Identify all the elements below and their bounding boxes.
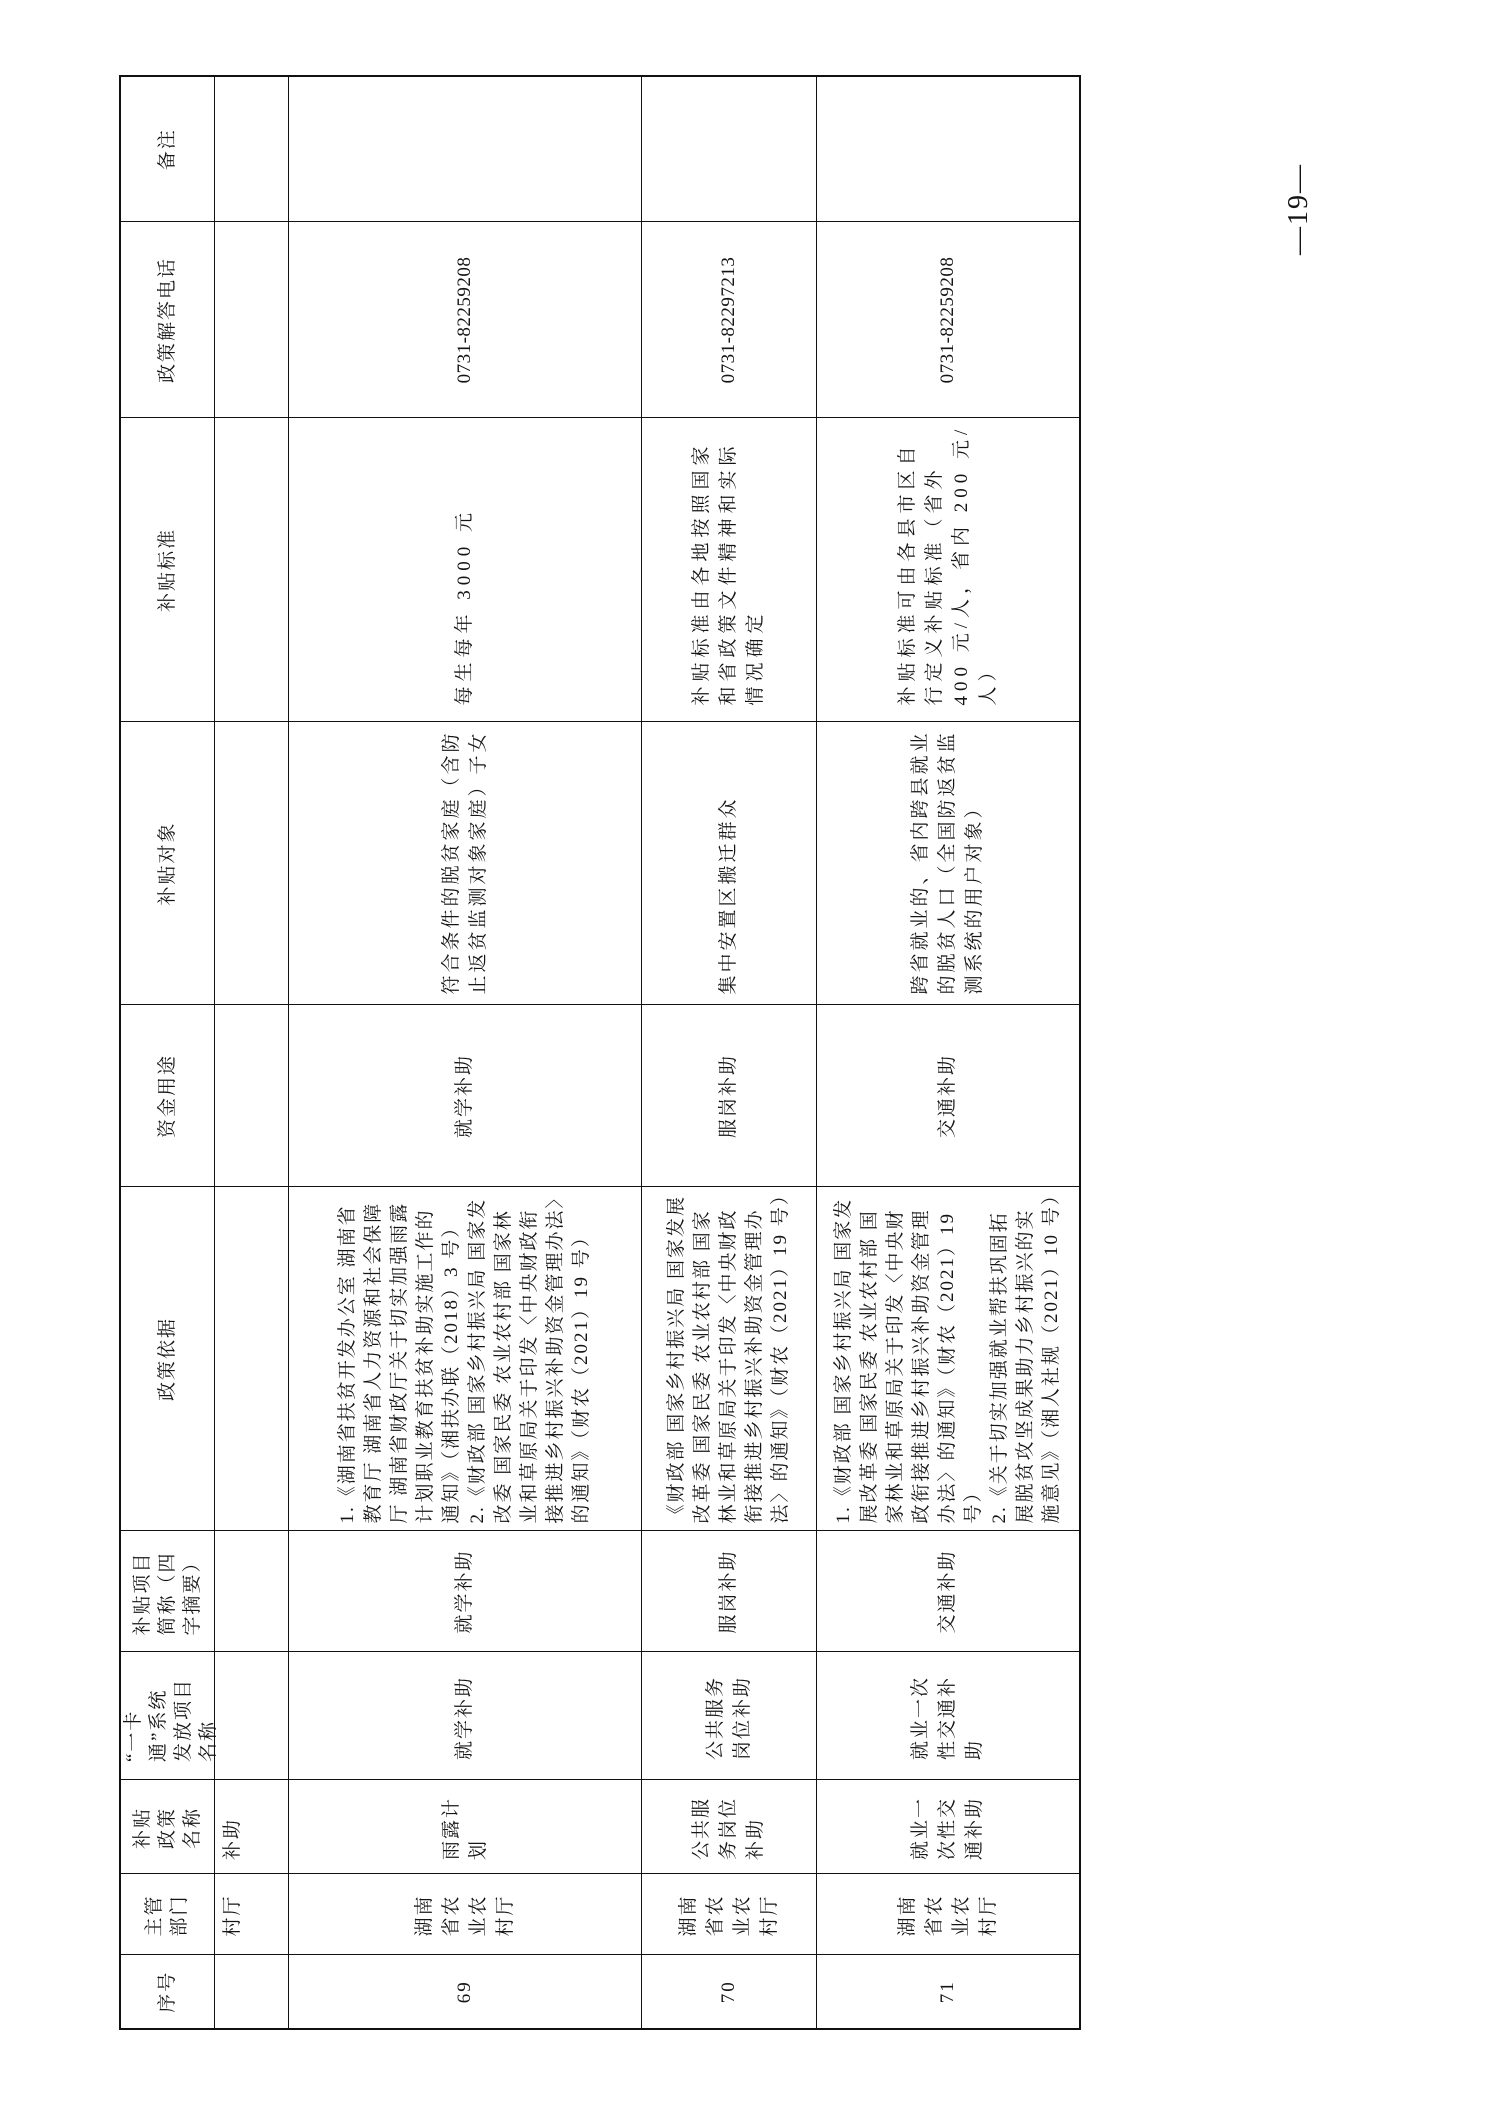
cell-department <box>214 1874 288 1955</box>
cell-empty <box>214 1005 288 1187</box>
policy-basis-item: 《财政部 国家乡村振兴局 国家发展改革委 国家民委 农业农村部 国家林业和草原局关于印发〈中央财政衔接推进乡村振兴补助资金管理办法〉的通知》（财农（2021）19 号） <box>665 1184 791 1524</box>
card-item-name-text: 就业一次性交通补助 <box>910 1675 986 1760</box>
cell-empty <box>214 1955 288 2029</box>
page-number: —19— <box>1283 163 1314 255</box>
cell-target <box>288 722 641 1005</box>
header-text: “一卡通”系统发放项目名称 <box>123 1677 220 1762</box>
header-policy-name <box>120 1780 214 1874</box>
subsidy-policy-table <box>119 75 1081 2030</box>
cell-content <box>894 1875 1002 1955</box>
header-text: 补贴政策名称 <box>131 1806 203 1849</box>
cell-department <box>641 1874 816 1955</box>
cell-empty <box>214 1531 288 1652</box>
cell-index <box>641 1955 816 2029</box>
cell-fund-use <box>641 1005 816 1187</box>
header-text: 补贴对象 <box>156 821 178 906</box>
cell-short-name <box>641 1531 816 1652</box>
cell-department <box>816 1874 1080 1955</box>
header-wrap <box>121 1653 220 1780</box>
row-index: 71 <box>937 1980 959 2004</box>
cell-content <box>702 1653 756 1780</box>
rotated-table-wrapper <box>119 77 1079 2030</box>
cell-policy-basis <box>288 1187 641 1531</box>
header-text: 资金用途 <box>156 1054 178 1139</box>
cell-content <box>675 1875 783 1955</box>
row-index: 70 <box>718 1980 739 2004</box>
header-text: 备注 <box>156 128 178 171</box>
card-item-name-text: 就学补助 <box>454 1675 475 1760</box>
header-department <box>120 1874 214 1955</box>
policy-name-text: 就业一次性交通补助 <box>910 1796 986 1860</box>
cell-target <box>816 722 1080 1005</box>
header-target <box>120 722 214 1005</box>
cell-phone <box>288 222 641 418</box>
fund-use-text: 服岗补助 <box>718 1054 739 1139</box>
policy-basis-item: 2.《关于切实加强就业帮扶巩固拓展脱贫攻坚成果助力乡村振兴的实施意见》（湘人社规（2021）10 号） <box>988 1184 1062 1524</box>
cell-content <box>411 1875 519 1955</box>
cell-content <box>219 1875 246 1955</box>
cell-empty <box>214 222 288 418</box>
header-remark <box>120 76 214 222</box>
target-text: 符合条件的脱贫家庭（含防止返贫监测对象家庭）子女 <box>440 730 489 995</box>
header-standard <box>120 418 214 722</box>
standard-text: 每生每年 3000 元 <box>454 507 475 706</box>
header-short-name <box>120 1531 214 1652</box>
table-row <box>816 76 1080 2029</box>
header-wrap <box>130 1532 205 1652</box>
department-text: 湖南省农业农村厅 <box>896 1894 999 1937</box>
header-text: 补贴项目简称（四字摘要） <box>131 1551 203 1636</box>
cell-department <box>288 1874 641 1955</box>
cell-policy-basis <box>816 1184 1080 1531</box>
cell-card-item-name <box>288 1652 641 1780</box>
table-row <box>641 76 816 2029</box>
cell-empty <box>214 76 288 222</box>
cell-phone <box>641 222 816 418</box>
header-policy-basis <box>120 1187 214 1531</box>
cell-content <box>907 1781 988 1874</box>
cell-fund-use <box>816 1005 1080 1187</box>
cell-remark <box>288 76 641 222</box>
policy-basis-item: 1.《湖南省扶贫开发办公室 湖南省教育厅 湖南省人力资源和社会保障厅 湖南省财政厅关于切实加强雨露计划职业教育扶贫补助实施工作的通知》（湘扶办联（2018）3 号） <box>336 1201 462 1524</box>
cell-standard <box>641 418 816 722</box>
cell-index <box>288 1955 641 2029</box>
cell-policy-name <box>641 1780 816 1874</box>
cell-policy-name <box>214 1780 288 1874</box>
cell-empty <box>214 1652 288 1780</box>
header-text: 政策依据 <box>156 1317 178 1402</box>
cell-remark <box>816 76 1080 222</box>
cell-standard <box>816 418 1080 722</box>
cell-fund-use <box>288 1005 641 1187</box>
cell-content <box>451 1653 478 1780</box>
cell-card-item-name <box>641 1652 816 1780</box>
phone-text: 0731-82259208 <box>937 256 959 384</box>
header-text: 主管部门 <box>144 1894 191 1937</box>
department-text: 湖南省农业农村厅 <box>413 1894 516 1937</box>
cell-content <box>219 1781 246 1874</box>
cell-policy-name <box>816 1780 1080 1874</box>
header-fund-use <box>120 1005 214 1187</box>
target-text: 跨省就业的、省内跨县就业的脱贫人口（全国防返贫监测系统的用户对象） <box>910 730 986 995</box>
continued-row <box>214 76 288 2029</box>
table-header-row <box>120 76 214 2029</box>
header-phone <box>120 222 214 418</box>
policy-basis-item: 2.《财政部 国家乡村振兴局 国家发改委 国家民委 农业农村部 国家林业和草原局关于印发〈中央财政衔接推进乡村振兴补助资金管理办法〉的通知》（财农（2021）19 号） <box>466 1196 592 1524</box>
header-text: 政策解答电话 <box>156 257 178 384</box>
policy-name-text: 补助 <box>221 1817 243 1860</box>
cell-empty <box>214 418 288 722</box>
row-index: 69 <box>454 1980 475 2004</box>
cell-policy-basis <box>641 1184 816 1531</box>
cell-policy-name <box>288 1780 641 1874</box>
header-wrap <box>130 1781 205 1874</box>
cell-empty <box>214 1187 288 1531</box>
policy-basis <box>335 1188 595 1531</box>
standard-text: 补贴标准可由各县市区自行定义补贴标准（省外 400 元/人，省内 200 元/人） <box>896 424 999 706</box>
policy-name-text: 公共服务岗位补助 <box>691 1796 766 1860</box>
cell-content <box>688 1781 769 1874</box>
cell-card-item-name <box>816 1652 1080 1780</box>
policy-name-text: 雨露计划 <box>440 1796 489 1860</box>
card-item-name-text: 公共服务岗位补助 <box>704 1675 753 1760</box>
cell-content <box>907 1653 988 1780</box>
fund-use-text: 就学补助 <box>454 1054 475 1139</box>
header-text: 序号 <box>156 1970 178 2013</box>
header-text: 补贴标准 <box>156 528 178 613</box>
header-card-item-name <box>120 1652 220 1780</box>
cell-index <box>816 1955 1080 2029</box>
department-text: 湖南省农业农村厅 <box>677 1894 780 1937</box>
short-name-text: 就学补助 <box>454 1549 475 1634</box>
policy-basis-item: 1.《财政部 国家乡村振兴局 国家发展改革委 国家民委 农业农村部 国家林业和草原局关于印发〈中央财政衔接推进乡村振兴补助资金管理办法〉的通知》（财农（2021）19 号） <box>832 1197 984 1524</box>
short-name-text: 交通补助 <box>937 1549 959 1634</box>
header-wrap <box>142 1875 192 1955</box>
target-text: 集中安置区搬迁群众 <box>718 796 739 995</box>
department-text: 村厅 <box>221 1894 243 1937</box>
cell-standard <box>288 418 641 722</box>
short-name-text: 服岗补助 <box>718 1549 739 1634</box>
standard-text: 补贴标准由各地按照国家和省政策文件精神和实际情况确定 <box>691 441 766 706</box>
cell-content <box>438 1781 492 1874</box>
cell-short-name <box>288 1531 641 1652</box>
cell-empty <box>214 722 288 1005</box>
cell-target <box>641 722 816 1005</box>
policy-basis <box>831 1184 1065 1531</box>
fund-use-text: 交通补助 <box>937 1054 959 1139</box>
cell-remark <box>641 76 816 222</box>
cell-phone <box>816 222 1080 418</box>
header-index <box>120 1955 214 2029</box>
table-row <box>288 76 641 2029</box>
cell-short-name <box>816 1531 1080 1652</box>
phone-text: 0731-82297213 <box>718 256 739 384</box>
phone-text: 0731-82259208 <box>454 256 475 384</box>
policy-basis <box>664 1184 794 1531</box>
